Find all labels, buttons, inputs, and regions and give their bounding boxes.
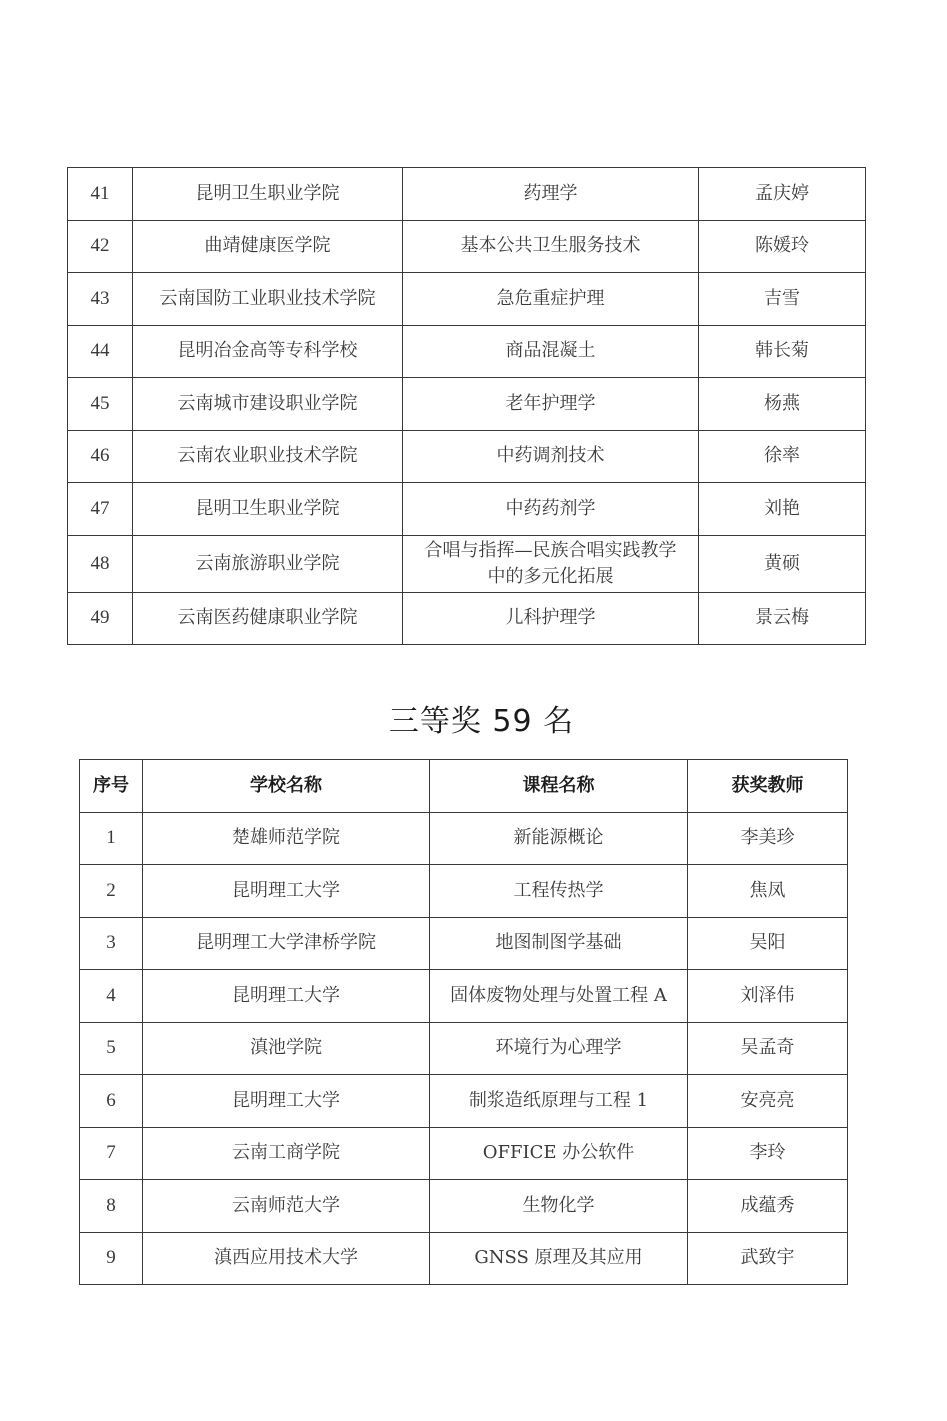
school-name: 昆明理工大学 (143, 1075, 430, 1128)
column-header-teacher: 获奖教师 (688, 760, 848, 813)
table-row (80, 970, 848, 1023)
table-row (80, 1232, 848, 1285)
table-row (80, 917, 848, 970)
teacher-name: 吴阳 (688, 917, 848, 970)
school-name: 滇池学院 (143, 1022, 430, 1075)
school-name: 昆明冶金高等专科学校 (133, 325, 403, 378)
school-name: 云南国防工业职业技术学院 (133, 273, 403, 326)
row-number: 46 (68, 430, 133, 483)
teacher-name: 刘泽伟 (688, 970, 848, 1023)
course-name: OFFICE 办公软件 (430, 1127, 688, 1180)
teacher-name: 焦凤 (688, 865, 848, 918)
row-number: 7 (80, 1127, 143, 1180)
school-name: 云南旅游职业学院 (133, 535, 403, 592)
table-row (80, 1022, 848, 1075)
table-row (68, 273, 866, 326)
column-header-number: 序号 (80, 760, 143, 813)
row-number: 8 (80, 1180, 143, 1233)
course-name: 新能源概论 (430, 812, 688, 865)
course-name: 固体废物处理与处置工程 A (430, 970, 688, 1023)
course-name: 合唱与指挥—民族合唱实践教学中的多元化拓展 (403, 535, 699, 592)
table-row (80, 865, 848, 918)
table-row (80, 812, 848, 865)
row-number: 41 (68, 168, 133, 221)
teacher-name: 徐率 (699, 430, 866, 483)
row-number: 42 (68, 220, 133, 273)
teacher-name: 景云梅 (699, 592, 866, 645)
school-name: 昆明理工大学 (143, 970, 430, 1023)
section-title-third-prize: 三等奖 59 名 (388, 704, 575, 739)
row-number: 47 (68, 483, 133, 536)
table-row (68, 430, 866, 483)
school-name: 滇西应用技术大学 (143, 1232, 430, 1285)
school-name: 楚雄师范学院 (143, 812, 430, 865)
table-row (68, 378, 866, 431)
row-number: 45 (68, 378, 133, 431)
course-name: 中药调剂技术 (403, 430, 699, 483)
course-name: 急危重症护理 (403, 273, 699, 326)
school-name: 云南医药健康职业学院 (133, 592, 403, 645)
school-name: 昆明理工大学津桥学院 (143, 917, 430, 970)
second-prize-table-continued (67, 167, 866, 645)
table-row (68, 535, 866, 592)
column-header-school: 学校名称 (143, 760, 430, 813)
course-name: 生物化学 (430, 1180, 688, 1233)
table-header-row (80, 760, 848, 813)
table-row (68, 592, 866, 645)
course-name: 工程传热学 (430, 865, 688, 918)
teacher-name: 黄硕 (699, 535, 866, 592)
teacher-name: 杨燕 (699, 378, 866, 431)
row-number: 43 (68, 273, 133, 326)
row-number: 49 (68, 592, 133, 645)
school-name: 昆明理工大学 (143, 865, 430, 918)
teacher-name: 武致宇 (688, 1232, 848, 1285)
teacher-name: 李美珍 (688, 812, 848, 865)
school-name: 曲靖健康医学院 (133, 220, 403, 273)
table-row (80, 1127, 848, 1180)
row-number: 44 (68, 325, 133, 378)
school-name: 云南师范大学 (143, 1180, 430, 1233)
teacher-name: 韩长菊 (699, 325, 866, 378)
row-number: 2 (80, 865, 143, 918)
school-name: 云南工商学院 (143, 1127, 430, 1180)
table-row (80, 1180, 848, 1233)
table-row (68, 483, 866, 536)
teacher-name: 孟庆婷 (699, 168, 866, 221)
school-name: 昆明卫生职业学院 (133, 168, 403, 221)
course-name: 环境行为心理学 (430, 1022, 688, 1075)
teacher-name: 安亮亮 (688, 1075, 848, 1128)
table-row (80, 1075, 848, 1128)
row-number: 48 (68, 535, 133, 592)
row-number: 1 (80, 812, 143, 865)
course-name: 制浆造纸原理与工程 1 (430, 1075, 688, 1128)
row-number: 5 (80, 1022, 143, 1075)
teacher-name: 刘艳 (699, 483, 866, 536)
course-name: 药理学 (403, 168, 699, 221)
course-name: 基本公共卫生服务技术 (403, 220, 699, 273)
course-name: 儿科护理学 (403, 592, 699, 645)
teacher-name: 陈媛玲 (699, 220, 866, 273)
school-name: 昆明卫生职业学院 (133, 483, 403, 536)
teacher-name: 成蕴秀 (688, 1180, 848, 1233)
school-name: 云南城市建设职业学院 (133, 378, 403, 431)
third-prize-table (79, 759, 848, 1285)
teacher-name: 吴孟奇 (688, 1022, 848, 1075)
row-number: 4 (80, 970, 143, 1023)
column-header-course: 课程名称 (430, 760, 688, 813)
row-number: 6 (80, 1075, 143, 1128)
row-number: 9 (80, 1232, 143, 1285)
table-row (68, 220, 866, 273)
row-number: 3 (80, 917, 143, 970)
teacher-name: 吉雪 (699, 273, 866, 326)
course-name: 老年护理学 (403, 378, 699, 431)
table-row (68, 168, 866, 221)
school-name: 云南农业职业技术学院 (133, 430, 403, 483)
course-name: 地图制图学基础 (430, 917, 688, 970)
table-row (68, 325, 866, 378)
teacher-name: 李玲 (688, 1127, 848, 1180)
course-name: 商品混凝土 (403, 325, 699, 378)
course-name: GNSS 原理及其应用 (430, 1232, 688, 1285)
course-name: 中药药剂学 (403, 483, 699, 536)
